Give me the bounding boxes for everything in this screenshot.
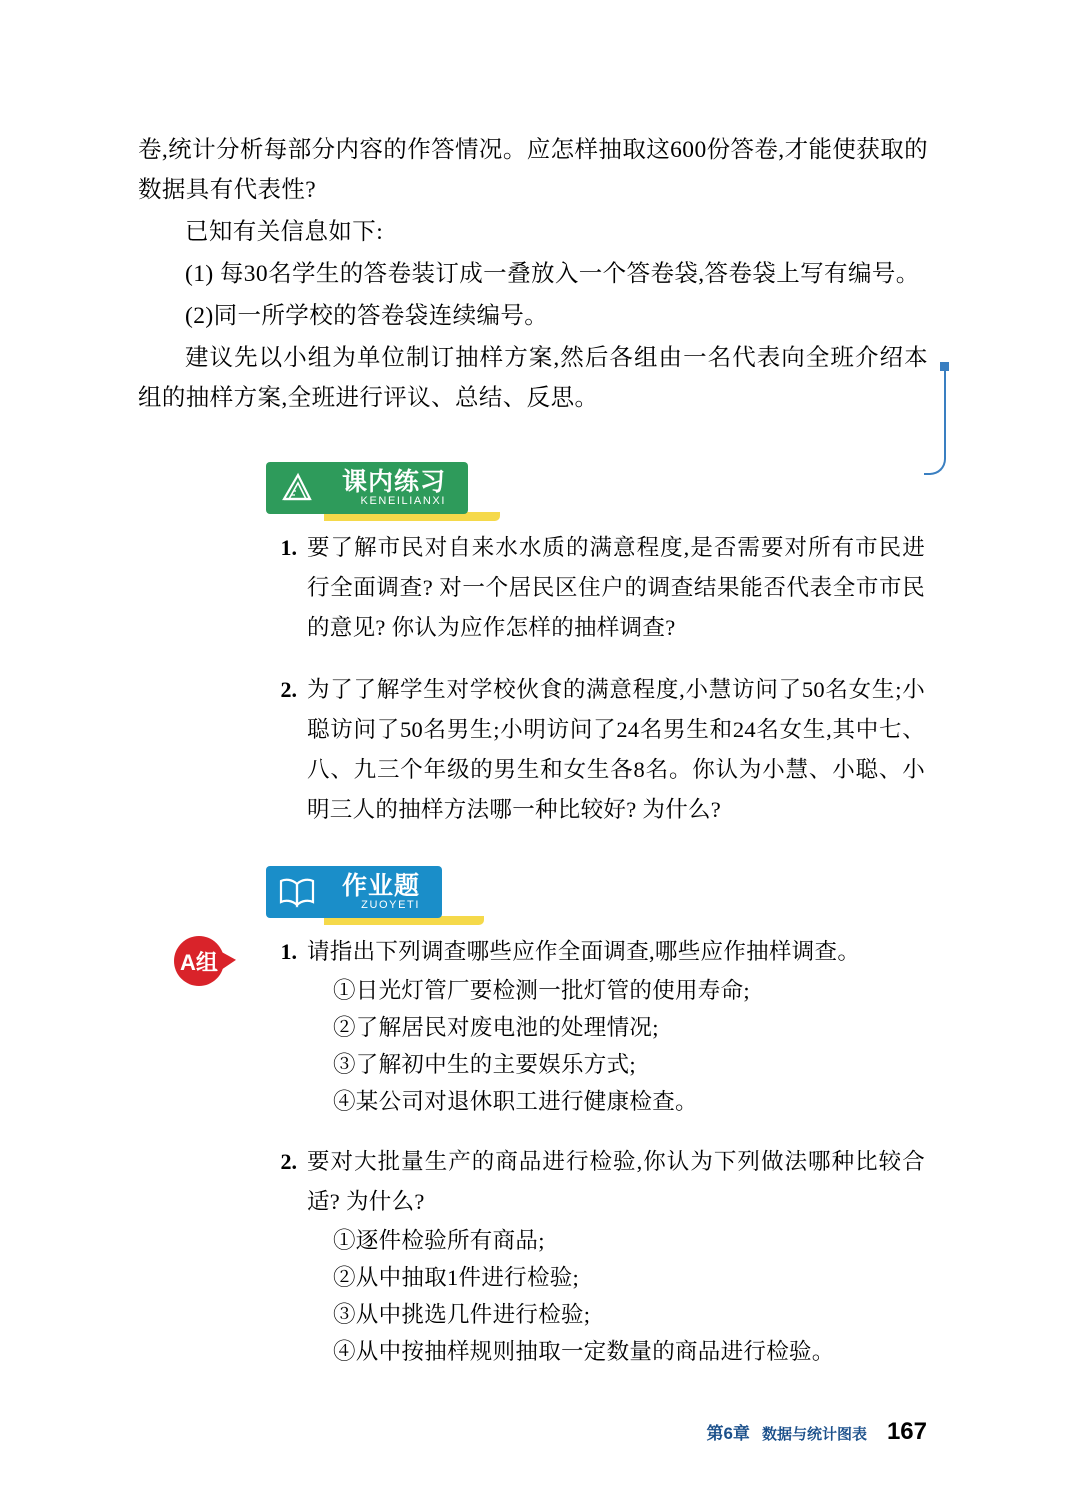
exercise-sub-item: ④某公司对退休职工进行健康检查。 <box>333 1089 698 1114</box>
banner-ribbon <box>266 866 442 918</box>
exercise-sub-item: ③从中挑选几件进行检验; <box>333 1302 591 1327</box>
homework-section-banner <box>266 866 566 924</box>
practice-section-banner <box>266 462 566 520</box>
list-item <box>263 528 925 648</box>
page-footer <box>706 1418 927 1446</box>
ruler-pencil-icon <box>266 462 328 514</box>
footer-chapter: 第6章 <box>706 1424 750 1443</box>
exercise-sub-item: ②从中抽取1件进行检验; <box>333 1265 580 1290</box>
homework-banner-title: 作业题 <box>342 871 421 900</box>
blue-bracket-decoration <box>924 368 946 475</box>
exercise-number: 2. <box>280 1149 297 1174</box>
homework-exercise-list <box>263 932 925 1370</box>
exercise-number: 2. <box>280 677 297 702</box>
exercise-sub-item: ①日光灯管厂要检测一批灯管的使用寿命; <box>333 978 750 1003</box>
exercise-number: 1. <box>280 535 297 560</box>
list-item <box>263 932 925 1120</box>
footer-chapter-name: 数据与统计图表 <box>761 1426 867 1443</box>
paragraph-item-1: (1) 每30名学生的答卷装订成一叠放入一个答卷袋,答卷袋上写有编号。 <box>185 261 920 287</box>
group-a-badge <box>174 936 238 986</box>
banner-label-box <box>328 462 468 514</box>
banner-ribbon <box>266 462 468 514</box>
blue-bracket-cap <box>940 362 949 371</box>
exercise-sub-item: ①逐件检验所有商品; <box>333 1228 545 1253</box>
practice-exercise-list <box>263 528 925 830</box>
exercise-sub-item: ③了解初中生的主要娱乐方式; <box>333 1052 636 1077</box>
exercise-sub-item: ④从中按抽样规则抽取一定数量的商品进行检验。 <box>333 1339 835 1364</box>
page-content <box>138 130 928 1392</box>
group-badge-label: A组 <box>174 936 224 986</box>
practice-banner-pinyin: KENEILIANXI <box>360 494 447 507</box>
exercise-text: 要了解市民对自来水水质的满意程度,是否需要对所有市民进行全面调查? 对一个居民区住户的调查结果能否代表全市市民的意见? 你认为应作怎样的抽样调查? <box>307 535 925 640</box>
exercise-text: 要对大批量生产的商品进行检验,你认为下列做法哪种比较合适? 为什么? <box>307 1149 925 1214</box>
exercise-text: 为了了解学生对学校伙食的满意程度,小慧访问了50名女生;小聪访问了50名男生;小明访问了24名男生和24名女生,其中七、八、九三个年级的男生和女生各8名。你认为小慧、小聪、小明三人的抽样方法哪一种比较好? 为什么? <box>307 677 925 822</box>
practice-banner-title: 课内练习 <box>342 467 447 496</box>
list-item <box>263 670 925 830</box>
banner-label-box <box>328 866 442 918</box>
paragraph-suggestion: 建议先以小组为单位制订抽样方案,然后各组由一名代表向全班介绍本组的抽样方案,全班进行评议、总结、反思。 <box>138 345 928 411</box>
exercise-text: 请指出下列调查哪些应作全面调查,哪些应作抽样调查。 <box>307 939 861 964</box>
page-number: 167 <box>886 1418 927 1445</box>
paragraph-known-info: 已知有关信息如下: <box>185 219 384 245</box>
homework-banner-pinyin: ZUOYETI <box>361 898 421 911</box>
body-paragraphs <box>138 130 928 418</box>
paragraph-item-2: (2)同一所学校的答卷袋连续编号。 <box>185 303 549 329</box>
paragraph-continuation: 卷,统计分析每部分内容的作答情况。应怎样抽取这600份答卷,才能使获取的数据具有代表性? <box>138 137 928 203</box>
open-book-icon <box>266 866 328 918</box>
exercise-sub-item: ②了解居民对废电池的处理情况; <box>333 1015 659 1040</box>
exercise-number: 1. <box>280 939 297 964</box>
list-item <box>263 1142 925 1370</box>
